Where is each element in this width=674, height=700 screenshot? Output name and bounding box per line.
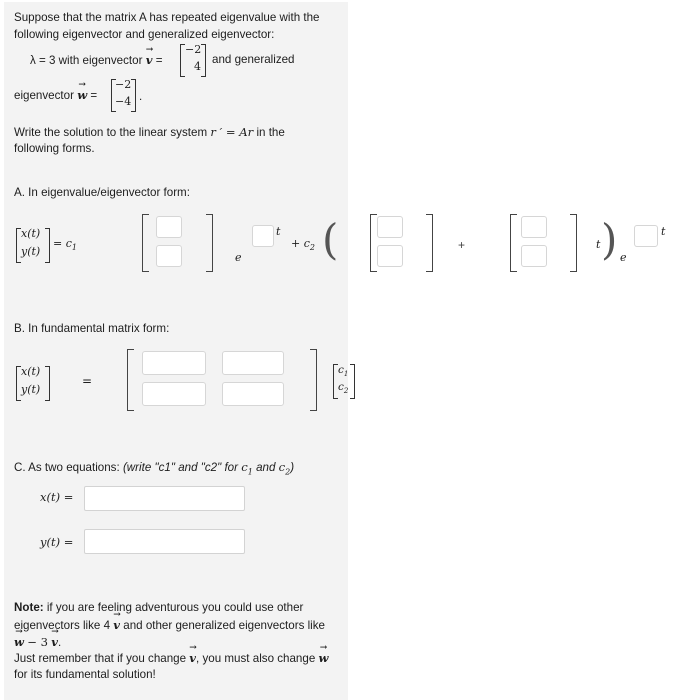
x-of-t-a: x(t) (21, 227, 41, 240)
task-line-1: Write the solution to the linear system r ′ = Ar in the (14, 125, 285, 139)
vec3-bottom-input[interactable] (521, 245, 547, 267)
w-bottom: −4 (115, 95, 132, 108)
y-of-t-b: y(t) (21, 383, 41, 396)
equals-b: = (82, 374, 93, 388)
e-1: e (235, 251, 242, 264)
vec2-bottom-input[interactable] (377, 245, 403, 267)
xy-right-bracket-a (45, 228, 50, 263)
vec3-top-input[interactable] (521, 216, 547, 238)
plus-sign: + (458, 238, 466, 252)
part-c-heading: C. As two equations: (write "c1" and "c2" for $c_1$ and $c_2$) (14, 460, 295, 477)
y-of-t-input[interactable] (84, 529, 245, 554)
t-1: t (276, 225, 281, 238)
vec2-right-bracket (426, 214, 433, 272)
vec3-right-bracket (570, 214, 577, 272)
note-line-5: for its fundamental solution! (14, 668, 156, 681)
c2-b: $c_2$ (338, 381, 349, 396)
eigenvalue-statement: λ = 3 with eigenvector → v = (30, 52, 162, 69)
y-of-t-label: y(t) = (40, 535, 74, 549)
c-right-bracket (350, 364, 355, 399)
v-bottom: 4 (194, 60, 201, 73)
exponent-2-input[interactable] (634, 225, 658, 247)
e-2: e (620, 251, 627, 264)
matrix-r2c2-input[interactable] (222, 382, 284, 406)
open-paren: ( (322, 215, 339, 264)
matrix-right-bracket (310, 349, 317, 411)
xy-right-bracket-b (45, 366, 50, 401)
and-generalized: and generalized (212, 53, 295, 66)
matrix-left-bracket (127, 349, 134, 411)
vec1-left-bracket (142, 214, 149, 272)
t-inner: t (596, 238, 601, 251)
vec2-top-input[interactable] (377, 216, 403, 238)
close-paren: ) (601, 215, 618, 264)
c1-b: $c_1$ (338, 364, 349, 379)
vec1-right-bracket (206, 214, 213, 272)
t-2: t (661, 225, 666, 238)
x-of-t-input[interactable] (84, 486, 245, 511)
task-line-2: following forms. (14, 142, 95, 155)
part-b-heading: B. In fundamental matrix form: (14, 322, 170, 335)
note-line-2: eigenvectors like 4 → v and other generalized eigenvectors like (14, 617, 325, 634)
note-line-4: Just remember that if you change → v, you must also change → w (14, 650, 329, 667)
matrix-r1c1-input[interactable] (142, 351, 206, 375)
vec1-bottom-input[interactable] (156, 245, 182, 267)
matrix-r1c2-input[interactable] (222, 351, 284, 375)
w-statement: eigenvector → w = (14, 87, 97, 104)
v-top: −2 (185, 43, 202, 56)
w-right-bracket (131, 79, 136, 112)
vec2-left-bracket (370, 214, 377, 272)
intro-line-1: Suppose that the matrix A has repeated eigenvalue with the (14, 11, 320, 24)
exponent-1-input[interactable] (252, 225, 274, 247)
x-of-t-label: x(t) = (40, 490, 74, 504)
w-top: −2 (115, 78, 132, 91)
note-line-3: → w − 3 → v. (14, 634, 61, 651)
intro-line-2: following eigenvector and generalized eigenvector: (14, 28, 275, 41)
eq-c1: = $c_1$ (53, 237, 77, 253)
v-right-bracket (201, 44, 206, 77)
w-period: . (139, 90, 143, 103)
vec3-left-bracket (510, 214, 517, 272)
note-line-1: Note: if you are feeling adventurous you could use other (14, 601, 304, 614)
vec1-top-input[interactable] (156, 216, 182, 238)
part-a-heading: A. In eigenvalue/eigenvector form: (14, 186, 190, 199)
x-of-t-b: x(t) (21, 365, 41, 378)
y-of-t-a: y(t) (21, 245, 41, 258)
plus-c2: + $c_2$ (291, 237, 315, 253)
matrix-r2c1-input[interactable] (142, 382, 206, 406)
